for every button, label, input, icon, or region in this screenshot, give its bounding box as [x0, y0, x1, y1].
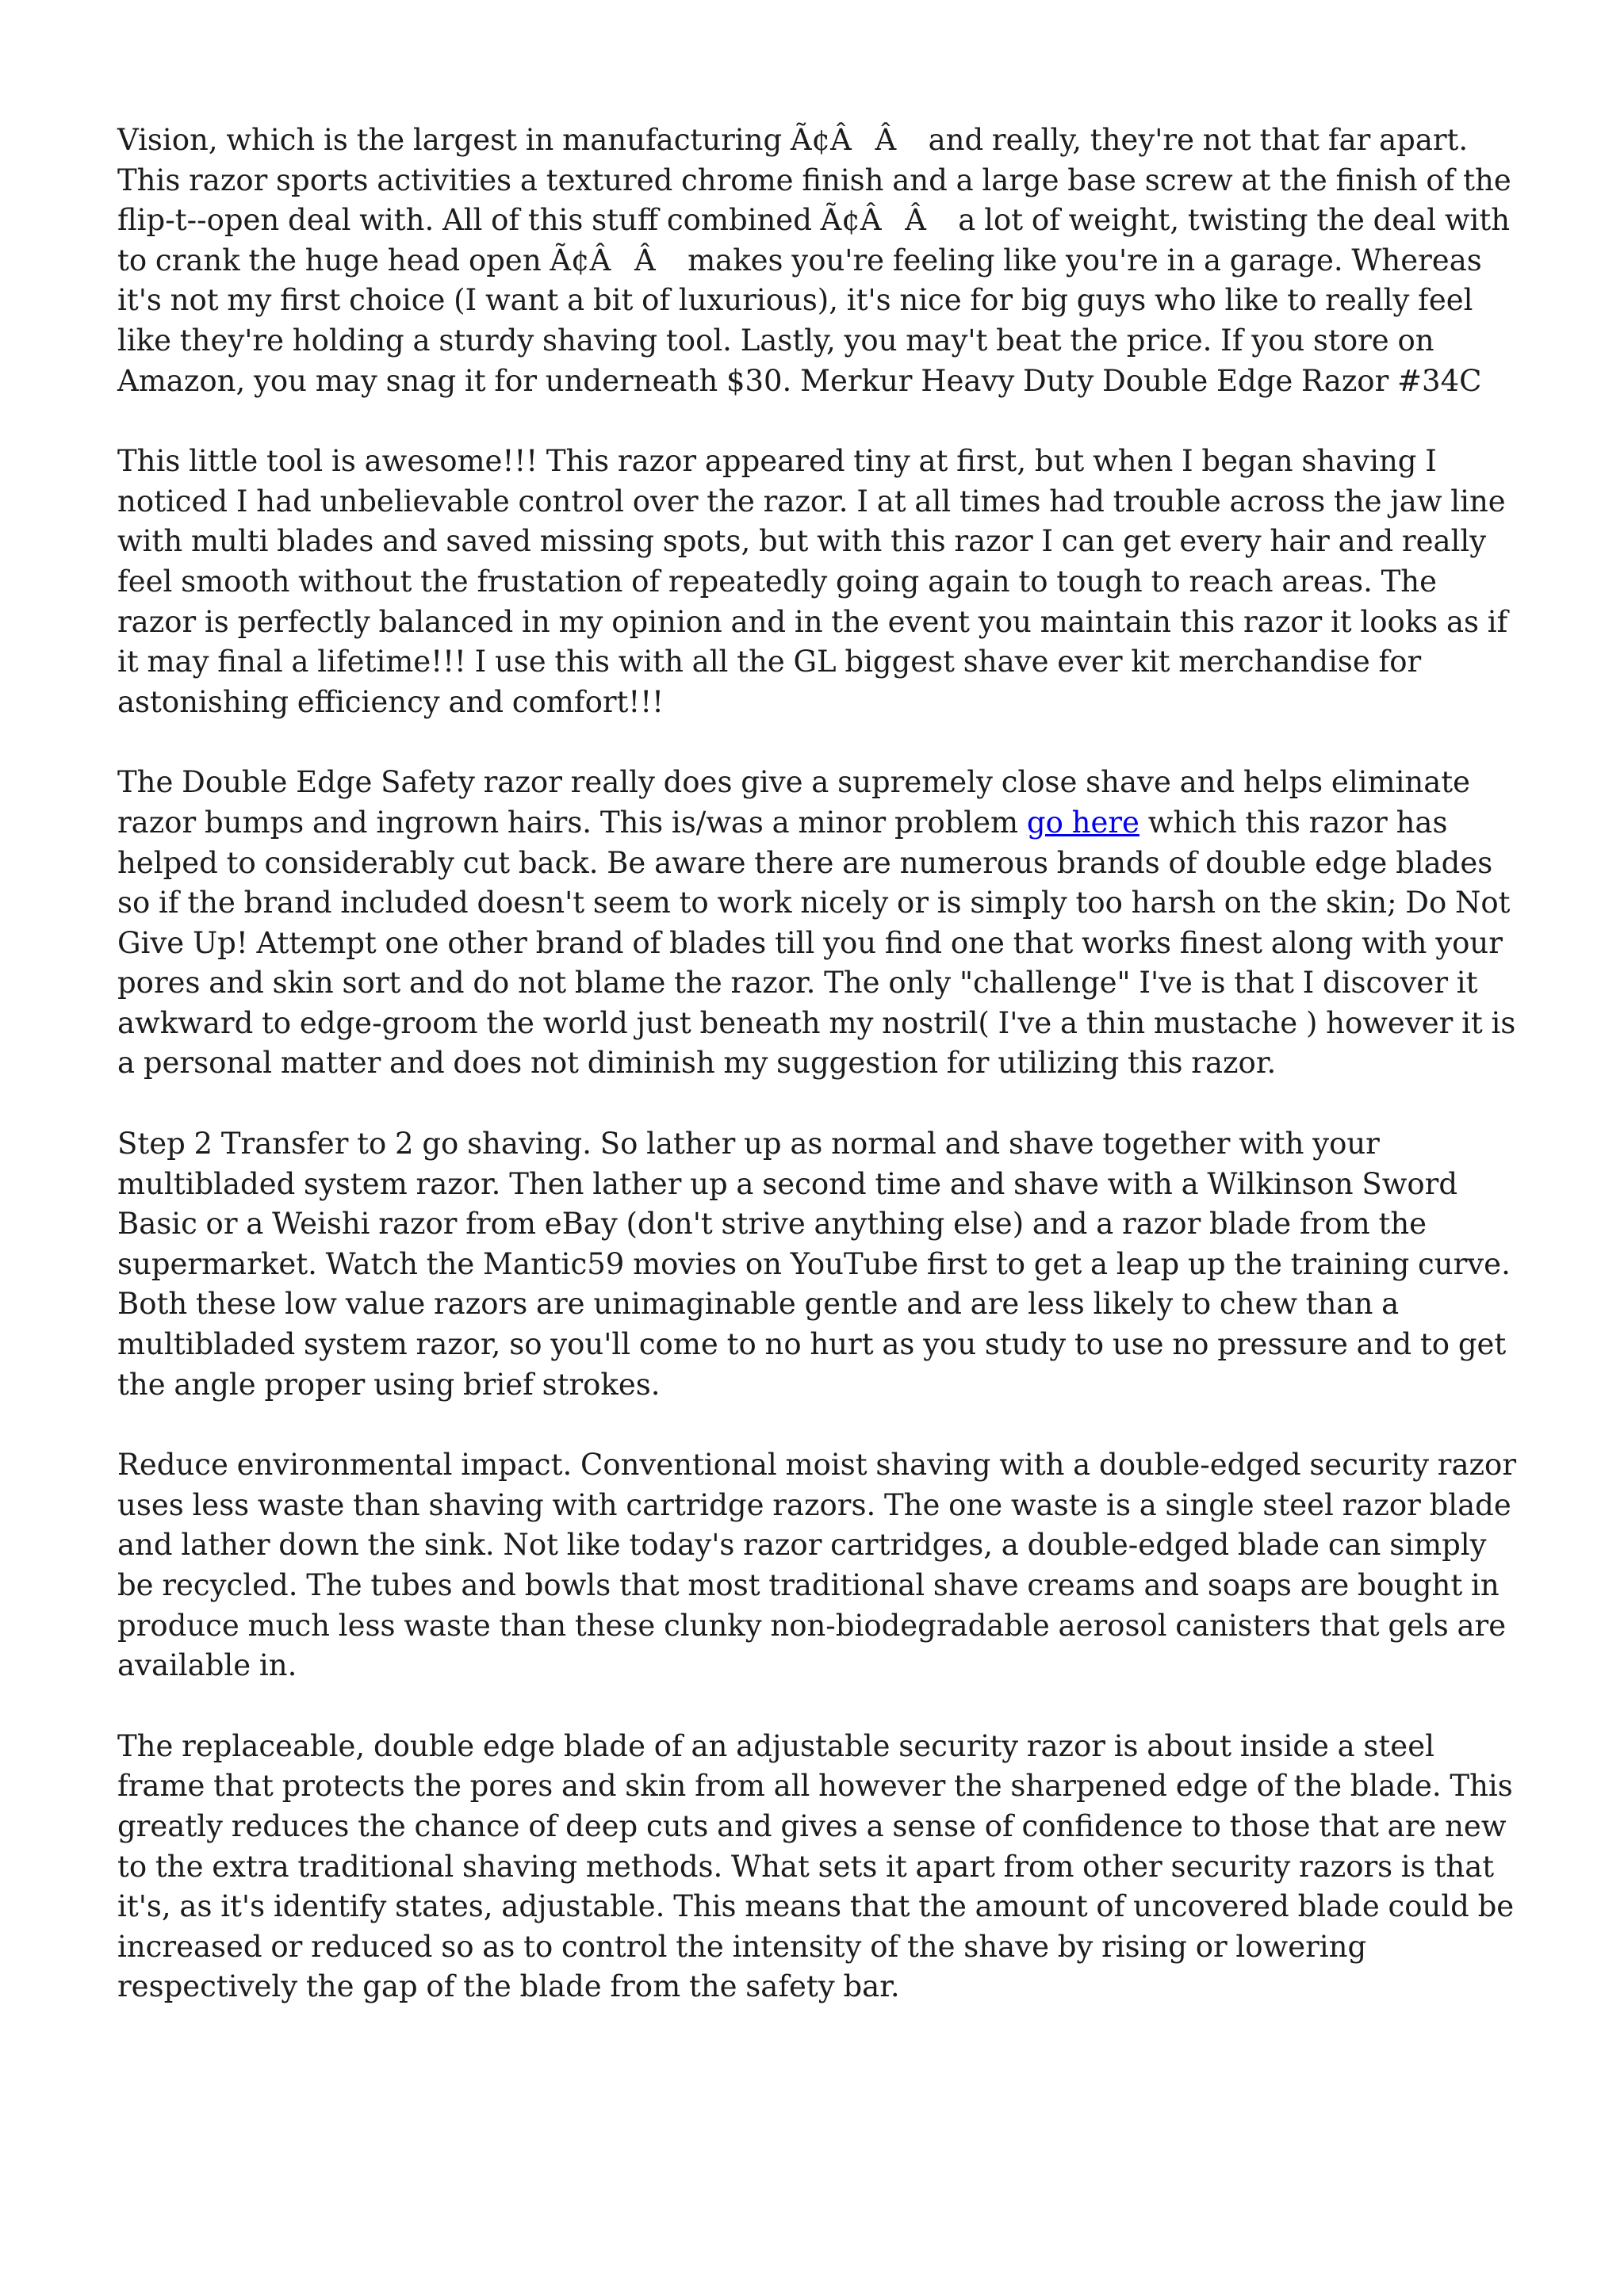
paragraph-text-after-link: which this razor has helped to considerably cut back. Be aware there are numerous brands of double edge blades so if the brand included doesn't seem to work nicely or is simply too harsh on the skin; Do Not Give Up! Attempt one other brand of blades till you find one that works finest along with your pores and skin sort and do not blame the razor. The only "challenge" I've is that I discover it awkward to edge-groom the world just beneath my nostril( I've a thin mustache ) however it is a personal matter and does not diminish my suggestion for utilizing this razor. — [117, 805, 1516, 1081]
paragraph-environmental-impact: Reduce environmental impact. Conventional moist shaving with a double-edged security razor uses less waste than shaving with cartridge razors. The one waste is a single steel razor blade and lather down the sink. Not like today's razor cartridges, a double-edged blade can simply be recycled. The tubes and bowls that most traditional shave creams and soaps are bought in produce much less waste than these clunky non-biodegradable aerosol canisters that gels are available in. — [117, 1448, 1517, 1683]
document-page — [117, 121, 1522, 2048]
paragraph-text-before-link: The Double Edge Safety razor really does give a supremely close shave and helps eliminate razor bumps and ingrown hairs. This is/was a minor problem — [117, 765, 1471, 840]
go-here-link[interactable]: go here — [1026, 805, 1139, 840]
paragraph-merkur-intro: Vision, which is the largest in manufacturing Ã¢ÂÂ and really, they're not that far apart. This razor sports activities a textured chrome finish and a large base screw at the finish of the flip-t--open deal with. All of this stuff combined Ã¢ÂÂ a lot of weight, twisting the deal with to crank the huge head open Ã¢ÂÂ makes you're feeling like you're in a garage. Whereas it's not my first choice (I want a bit of luxurious), it's nice for big guys who like to really feel like they're holding a sturdy shaving tool. Lastly, you may't beat the price. If you store on Amazon, you may snag it for underneath $30. Merkur Heavy Duty Double Edge Razor #34C — [117, 123, 1511, 398]
paragraph-step-2: Step 2 Transfer to 2 go shaving. So lather up as normal and shave together with your multibladed system razor. Then lather up a second time and shave with a Wilkinson Sword Basic or a Weishi razor from eBay (don't strive anything else) and a razor blade from the supermarket. Watch the Mantic59 movies on YouTube first to get a leap up the training curve. Both these low value razors are unimaginable gentle and are less likely to chew than a multibladed system razor, so you'll come to no hurt as you study to use no pressure and to get the angle proper using brief strokes. — [117, 1127, 1511, 1402]
paragraph-adjustable-razor: The replaceable, double edge blade of an adjustable security razor is about inside a steel frame that protects the pores and skin from all however the sharpened edge of the blade. This greatly reduces the chance of deep cuts and gives a sense of confidence to those that are new to the extra traditional shaving methods. What sets it apart from other security razors is that it's, as it's identify states, adjustable. This means that the amount of uncovered blade could be increased or reduced so as to control the intensity of the shave by rising or lowering respectively the gap of the blade from the safety bar. — [117, 1728, 1515, 2004]
paragraph-tool-review: This little tool is awesome!!! This razor appeared tiny at first, but when I began shaving I noticed I had unbelievable control over the razor. I at all times had trouble across the jaw line with multi blades and saved missing spots, but with this razor I can get every hair and really feel smooth without the frustation of repeatedly going again to tough to reach areas. The razor is perfectly balanced in my opinion and in the event you maintain this razor it looks as if it may final a lifetime!!! I use this with all the GL biggest shave ever kit merchandise for astonishing efficiency and comfort!!! — [117, 444, 1508, 719]
paragraph-double-edge-safety — [117, 763, 1522, 1084]
